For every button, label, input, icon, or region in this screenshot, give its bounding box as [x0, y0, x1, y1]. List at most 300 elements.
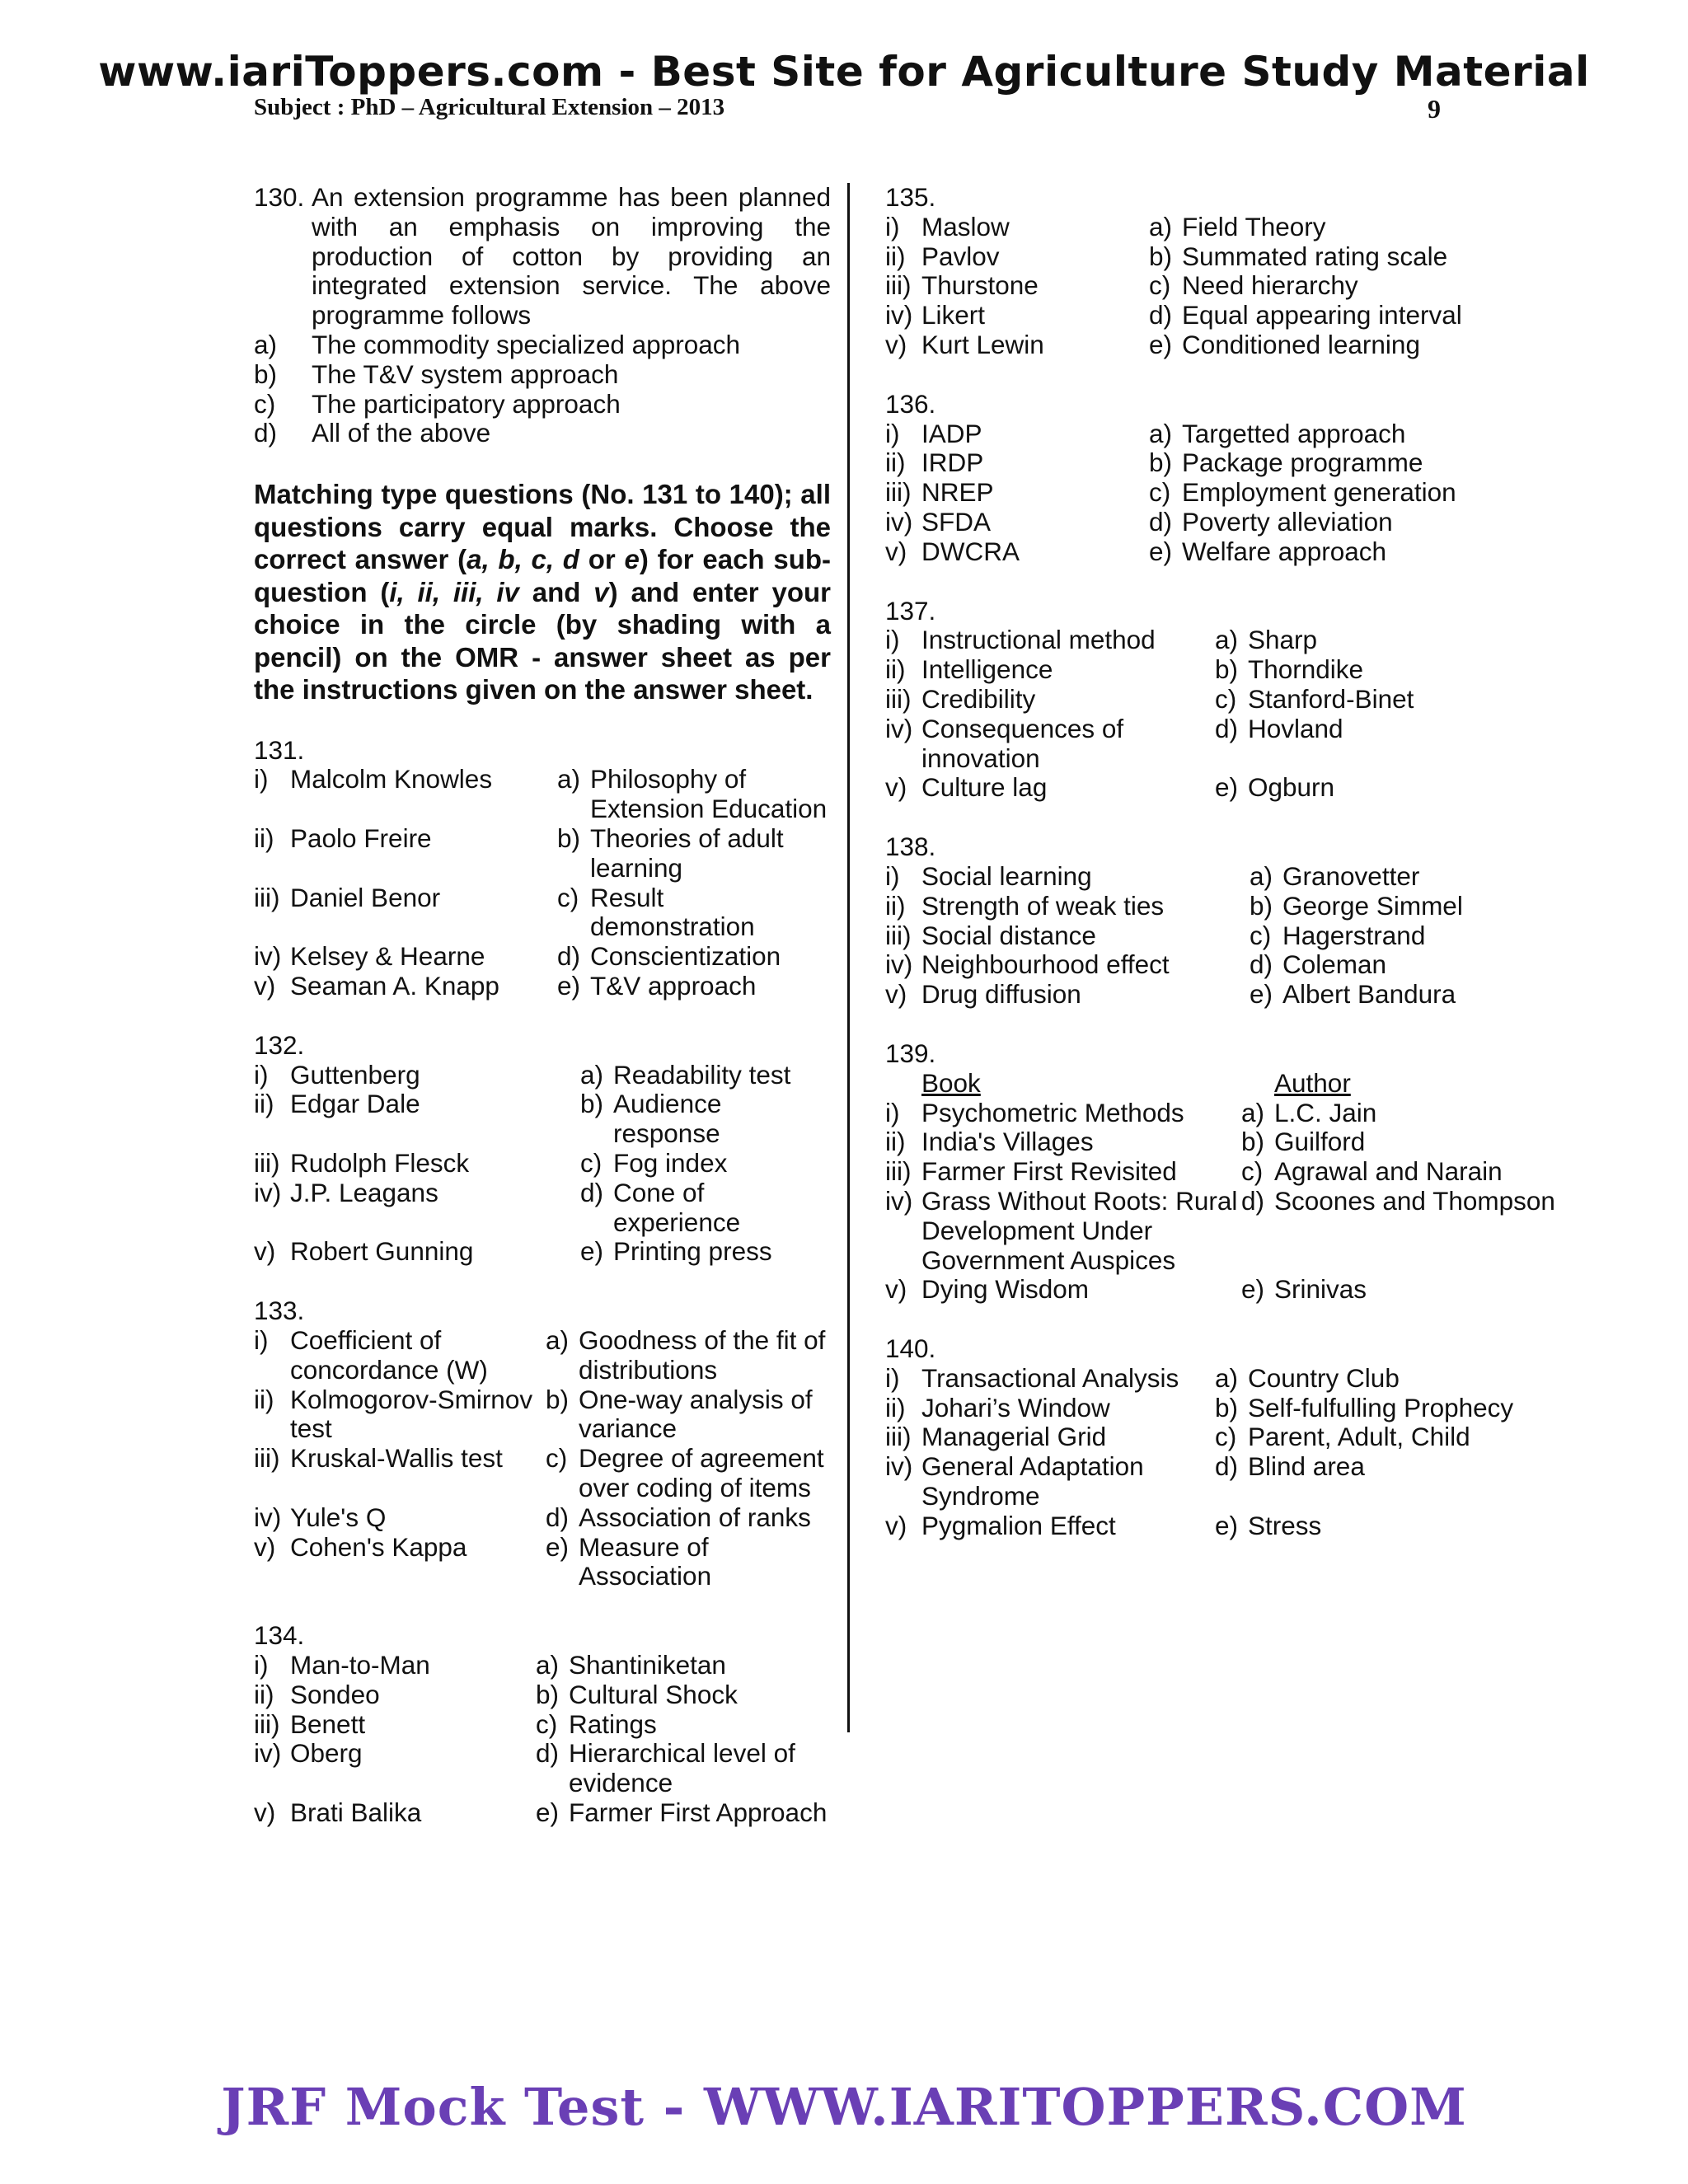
match-row	[885, 655, 1627, 685]
match-row	[885, 1127, 1627, 1157]
heading-author: Author	[1274, 1067, 1351, 1098]
right-label: c)	[580, 1148, 603, 1179]
match-row	[254, 1680, 831, 1710]
right-label: b)	[1149, 241, 1173, 271]
row-numeral: ii)	[885, 1392, 906, 1422]
matching-question	[254, 1296, 831, 1591]
option-label: b)	[254, 359, 278, 389]
instruction-numerals: i, ii, iii, iv	[389, 576, 519, 607]
right-label: a)	[1215, 1362, 1239, 1393]
match-row	[885, 537, 1627, 567]
question-stem: An extension programme has been planned with an emphasis on improving the production of cotton by providing an integrated extension service. The above programme follows	[312, 182, 831, 330]
question-number: 140.	[885, 1333, 936, 1364]
right-item: Farmer First Approach	[569, 1797, 828, 1827]
match-row	[254, 1090, 831, 1149]
right-label: e)	[557, 971, 581, 1001]
option-c	[254, 390, 831, 419]
right-item: Blind area	[1248, 1451, 1365, 1482]
right-item: L.C. Jain	[1274, 1097, 1377, 1127]
match-row	[885, 980, 1627, 1010]
match-row	[254, 1503, 831, 1533]
match-row	[254, 1444, 831, 1503]
subject-line: Subject : PhD – Agricultural Extension – 2013	[254, 94, 725, 120]
matching-question	[885, 1039, 1627, 1305]
left-matching-questions	[254, 736, 831, 1828]
left-item: Culture lag	[921, 772, 1048, 803]
question-number: 138.	[885, 832, 936, 862]
row-numeral: v)	[254, 1797, 276, 1827]
left-item: NREP	[921, 477, 994, 508]
right-label: b)	[1215, 654, 1239, 685]
right-item: Country Club	[1248, 1362, 1400, 1393]
row-numeral: i)	[885, 860, 900, 891]
row-numeral: iv)	[885, 949, 913, 980]
match-row	[885, 892, 1627, 921]
right-label: e)	[1215, 1510, 1239, 1540]
question-number: 139.	[885, 1038, 936, 1068]
right-label: e)	[536, 1797, 560, 1827]
question-number: 132.	[254, 1029, 305, 1060]
option-label: d)	[254, 418, 278, 448]
matching-question	[254, 736, 831, 1001]
right-label: d)	[536, 1738, 560, 1769]
right-item: Fog index	[613, 1148, 728, 1179]
question-number: 137.	[885, 595, 936, 626]
right-item: Shantiniketan	[569, 1649, 726, 1680]
match-row	[885, 419, 1627, 449]
match-row	[885, 1422, 1627, 1452]
right-label: d)	[1241, 1185, 1265, 1216]
right-item: Readability test	[613, 1059, 791, 1090]
row-numeral: v)	[254, 1531, 276, 1562]
option-label: a)	[254, 329, 278, 359]
right-label: c)	[546, 1443, 568, 1474]
left-item: DWCRA	[921, 536, 1020, 566]
right-item: One-way analysis of variance	[579, 1384, 813, 1444]
left-item: Managerial Grid	[921, 1422, 1107, 1452]
right-label: c)	[1149, 270, 1171, 301]
right-item: Agrawal and Narain	[1274, 1156, 1503, 1187]
row-numeral: iii)	[885, 920, 912, 950]
left-item: IADP	[921, 418, 982, 448]
right-item: Thorndike	[1248, 654, 1364, 685]
right-item: Result demonstration	[590, 882, 755, 942]
left-item: Oberg	[290, 1738, 363, 1769]
right-item: Need hierarchy	[1182, 270, 1358, 301]
right-item: Degree of agreement over coding of items	[579, 1443, 824, 1502]
left-item: Farmer First Revisited	[921, 1156, 1177, 1187]
right-item: Stanford-Binet	[1248, 683, 1414, 714]
match-row	[885, 1187, 1627, 1275]
right-item: Ogburn	[1248, 772, 1335, 803]
left-item: Johari’s Window	[921, 1392, 1110, 1422]
match-row	[254, 1061, 831, 1090]
right-label: a)	[536, 1649, 560, 1680]
left-item: Sondeo	[290, 1679, 380, 1709]
right-label: c)	[1250, 920, 1272, 950]
match-row	[254, 1533, 831, 1592]
right-label: a)	[1149, 211, 1173, 241]
instruction-text: or	[579, 544, 625, 575]
match-row	[885, 330, 1627, 360]
row-numeral: iv)	[254, 1738, 282, 1769]
right-item: Philosophy of Extension Education	[590, 764, 828, 824]
match-row	[885, 271, 1627, 301]
matching-question	[254, 1621, 831, 1828]
match-row	[254, 765, 831, 824]
match-row	[885, 626, 1627, 655]
match-row	[254, 1149, 831, 1179]
matching-question	[885, 597, 1627, 804]
right-item: Albert Bandura	[1282, 979, 1456, 1010]
right-label: e)	[1149, 536, 1173, 566]
right-label: d)	[1215, 713, 1239, 743]
right-item: Cone of experience	[613, 1177, 741, 1237]
right-item: Package programme	[1182, 448, 1423, 478]
right-item: George Simmel	[1282, 890, 1463, 921]
right-label: a)	[1250, 860, 1273, 891]
left-item: Transactional Analysis	[921, 1362, 1179, 1393]
left-item: Pygmalion Effect	[921, 1510, 1116, 1540]
right-item: Guilford	[1274, 1127, 1366, 1157]
right-item: Goodness of the fit of distributions	[579, 1325, 826, 1385]
right-item: Measure of Association	[579, 1531, 712, 1591]
instruction-letter-e: e	[624, 544, 640, 575]
match-row	[885, 508, 1627, 537]
instruction-text: ) for each sub-question (	[254, 544, 831, 607]
row-numeral: v)	[885, 979, 907, 1010]
right-item: Association of ranks	[579, 1502, 811, 1532]
row-numeral: ii)	[885, 1127, 906, 1157]
right-label: e)	[1149, 329, 1173, 359]
option-text: The participatory approach	[312, 388, 621, 419]
question-130	[254, 183, 831, 330]
left-item: Credibility	[921, 683, 1036, 714]
site-banner: www.iariToppers.com - Best Site for Agriculture Study Material	[98, 48, 1590, 96]
matching-question	[885, 832, 1627, 1010]
row-numeral: v)	[885, 536, 907, 566]
right-item: Conscientization	[590, 941, 781, 972]
match-row	[885, 1364, 1627, 1394]
row-numeral: iv)	[254, 1502, 282, 1532]
right-label: c)	[1149, 477, 1171, 508]
match-row	[254, 1739, 831, 1798]
right-label: b)	[1241, 1127, 1265, 1157]
row-numeral: i)	[254, 1059, 269, 1090]
left-item: Neighbourhood effect	[921, 949, 1170, 980]
heading-spacer	[1241, 1069, 1274, 1099]
left-item: IRDP	[921, 448, 984, 478]
right-item: Hierarchical level of evidence	[569, 1738, 795, 1798]
option-label: c)	[254, 388, 276, 419]
row-numeral: iii)	[885, 477, 912, 508]
option-a	[254, 330, 831, 360]
match-row	[254, 1179, 831, 1238]
match-row	[254, 972, 831, 1001]
row-numeral: iii)	[254, 1708, 280, 1739]
match-row	[885, 1099, 1627, 1128]
row-numeral: ii)	[254, 1384, 274, 1414]
instruction-letters: a, b, c, d	[467, 544, 579, 575]
right-label: d)	[557, 941, 581, 972]
right-label: b)	[580, 1089, 604, 1119]
right-item: Conditioned learning	[1182, 329, 1420, 359]
match-row	[885, 1452, 1627, 1511]
match-row	[254, 1237, 831, 1267]
match-row	[254, 1710, 831, 1740]
left-item: Instructional method	[921, 625, 1156, 655]
right-label: c)	[536, 1708, 558, 1739]
option-d	[254, 419, 831, 448]
match-row	[885, 448, 1627, 478]
right-item: Ratings	[569, 1708, 657, 1739]
right-item: Coleman	[1282, 949, 1387, 980]
right-label: d)	[546, 1502, 570, 1532]
match-row	[254, 1798, 831, 1828]
right-item: Hagerstrand	[1282, 920, 1426, 950]
row-numeral: iv)	[885, 1185, 913, 1216]
row-numeral: ii)	[885, 890, 906, 921]
left-item: Man-to-Man	[290, 1649, 430, 1680]
right-item: Employment generation	[1182, 477, 1456, 508]
left-item: Coefficient of concordance (W)	[290, 1325, 488, 1385]
right-item: Sharp	[1248, 625, 1318, 655]
right-label: a)	[546, 1325, 570, 1356]
right-item: Stress	[1248, 1510, 1322, 1540]
match-row	[885, 1157, 1627, 1187]
right-item: T&V approach	[590, 971, 757, 1001]
right-column	[885, 183, 1627, 1541]
row-numeral: ii)	[885, 654, 906, 685]
right-item: Audience response	[613, 1089, 722, 1149]
row-numeral: iii)	[885, 683, 912, 714]
row-numeral: i)	[254, 1649, 269, 1680]
matching-question	[885, 390, 1627, 567]
match-row	[254, 883, 831, 943]
row-numeral: iii)	[885, 1422, 912, 1452]
right-item: Hovland	[1248, 713, 1343, 743]
row-numeral: iv)	[885, 713, 913, 743]
row-numeral: iii)	[885, 1156, 912, 1187]
left-item: Maslow	[921, 211, 1010, 241]
instruction-text: ) and enter your choice in the circle (by shading with a pencil) on the OMR - answer sheet as per the instructions given on the answer sheet.	[254, 576, 831, 705]
right-item: Summated rating scale	[1182, 241, 1448, 271]
left-item: Benett	[290, 1708, 366, 1739]
question-number: 134.	[254, 1620, 305, 1651]
left-item: Edgar Dale	[290, 1089, 420, 1119]
option-b	[254, 360, 831, 390]
left-column	[254, 183, 831, 1828]
match-row	[885, 1511, 1627, 1541]
row-numeral: ii)	[885, 448, 906, 478]
right-item: Printing press	[613, 1236, 772, 1267]
left-item: Kruskal-Wallis test	[290, 1443, 503, 1474]
right-label: c)	[557, 882, 579, 912]
left-item: Dying Wisdom	[921, 1274, 1090, 1305]
left-item: Drug diffusion	[921, 979, 1081, 1010]
left-item: Grass Without Roots: Rural Development Under Government Auspices	[921, 1185, 1238, 1275]
match-row	[885, 213, 1627, 242]
right-label: b)	[1250, 890, 1273, 921]
option-text: All of the above	[312, 418, 491, 448]
right-label: d)	[1250, 949, 1273, 980]
right-label: c)	[1241, 1156, 1264, 1187]
right-item: Field Theory	[1182, 211, 1326, 241]
option-text: The commodity specialized approach	[312, 329, 741, 359]
left-item: Likert	[921, 300, 986, 330]
row-numeral: v)	[254, 971, 276, 1001]
match-row	[885, 685, 1627, 715]
left-item: Kolmogorov-Smirnov test	[290, 1384, 533, 1444]
page-number: 9	[1428, 94, 1441, 124]
row-numeral: i)	[254, 764, 269, 794]
right-label: d)	[580, 1177, 604, 1207]
match-row	[885, 773, 1627, 803]
right-label: e)	[546, 1531, 570, 1562]
row-numeral: iii)	[254, 882, 280, 912]
match-row	[885, 242, 1627, 272]
row-numeral: iv)	[254, 1177, 282, 1207]
row-numeral: iii)	[885, 270, 912, 301]
left-item: Pavlov	[921, 241, 1000, 271]
footer-banner: JRF Mock Test - WWW.IARITOPPERS.COM	[221, 2077, 1467, 2137]
left-item: Rudolph Flesck	[290, 1148, 470, 1179]
column-headings	[885, 1069, 1627, 1099]
row-numeral: v)	[254, 1236, 276, 1267]
right-item: Parent, Adult, Child	[1248, 1422, 1470, 1452]
row-numeral: v)	[885, 1510, 907, 1540]
left-item: Kelsey & Hearne	[290, 941, 485, 972]
left-item: J.P. Leagans	[290, 1177, 438, 1207]
left-item: General Adaptation Syndrome	[921, 1451, 1144, 1511]
right-label: e)	[1241, 1274, 1265, 1305]
right-label: a)	[1149, 418, 1173, 448]
row-numeral: iii)	[254, 1148, 280, 1179]
right-item: Self-fulfulling Prophecy	[1248, 1392, 1514, 1422]
matching-instructions	[254, 478, 831, 706]
row-numeral: i)	[885, 211, 900, 241]
row-numeral: iv)	[254, 941, 282, 972]
right-item: Poverty alleviation	[1182, 506, 1393, 537]
match-row	[254, 1651, 831, 1680]
left-item: Seaman A. Knapp	[290, 971, 499, 1001]
row-numeral: iii)	[254, 1443, 280, 1474]
right-label: e)	[1215, 772, 1239, 803]
instruction-text: and	[518, 576, 594, 607]
right-item: Equal appearing interval	[1182, 300, 1462, 330]
matching-question	[885, 183, 1627, 360]
row-numeral: ii)	[254, 1679, 274, 1709]
match-row	[885, 715, 1627, 774]
left-item: Daniel Benor	[290, 882, 441, 912]
right-label: e)	[580, 1236, 604, 1267]
left-item: Malcolm Knowles	[290, 764, 493, 794]
right-item: Granovetter	[1282, 860, 1420, 891]
heading-book: Book	[921, 1067, 981, 1098]
right-item: Cultural Shock	[569, 1679, 738, 1709]
question-number: 131.	[254, 734, 305, 765]
left-item: Social distance	[921, 920, 1096, 950]
match-row	[254, 824, 831, 883]
right-label: d)	[1215, 1451, 1239, 1482]
match-row	[885, 862, 1627, 892]
left-item: Consequences of innovation	[921, 713, 1124, 773]
row-numeral: ii)	[254, 1089, 274, 1119]
right-label: d)	[1149, 300, 1173, 330]
left-item: SFDA	[921, 506, 992, 537]
left-item: Social learning	[921, 860, 1092, 891]
right-item: Targetted approach	[1182, 418, 1406, 448]
right-label: a)	[580, 1059, 604, 1090]
left-item: Robert Gunning	[290, 1236, 474, 1267]
match-row	[885, 921, 1627, 951]
left-item: India's Villages	[921, 1127, 1094, 1157]
match-row	[254, 942, 831, 972]
left-item: Thurstone	[921, 270, 1039, 301]
right-label: b)	[1215, 1392, 1239, 1422]
question-number: 130.	[254, 182, 305, 212]
right-label: b)	[557, 823, 581, 854]
row-numeral: iv)	[885, 1451, 913, 1482]
question-number: 135.	[885, 182, 936, 212]
right-item: Theories of adult learning	[590, 823, 784, 883]
match-row	[254, 1385, 831, 1445]
left-item: Cohen's Kappa	[290, 1531, 467, 1562]
right-label: b)	[1149, 448, 1173, 478]
row-numeral: v)	[885, 772, 907, 803]
right-label: c)	[1215, 1422, 1237, 1452]
right-label: e)	[1250, 979, 1273, 1010]
match-row	[885, 1275, 1627, 1305]
match-row	[885, 301, 1627, 330]
question-number: 136.	[885, 388, 936, 419]
column-divider	[847, 183, 850, 1732]
left-item: Psychometric Methods	[921, 1097, 1184, 1127]
left-item: Strength of weak ties	[921, 890, 1165, 921]
right-matching-questions	[885, 183, 1627, 1541]
match-row	[254, 1326, 831, 1385]
row-numeral: i)	[254, 1325, 269, 1356]
option-text: The T&V system approach	[312, 359, 619, 389]
right-label: b)	[546, 1384, 570, 1414]
left-item: Paolo Freire	[290, 823, 432, 854]
left-item: Kurt Lewin	[921, 329, 1044, 359]
right-item: Welfare approach	[1182, 536, 1387, 566]
instruction-numeral-v: v	[593, 576, 609, 607]
right-item: Scoones and Thompson	[1274, 1185, 1555, 1216]
row-numeral: ii)	[254, 823, 274, 854]
row-numeral: v)	[885, 329, 907, 359]
matching-question	[885, 1334, 1627, 1541]
right-label: d)	[1149, 506, 1173, 537]
heading-spacer	[885, 1069, 921, 1099]
row-numeral: iv)	[885, 506, 913, 537]
row-numeral: i)	[885, 625, 900, 655]
matching-question	[254, 1031, 831, 1267]
row-numeral: ii)	[885, 241, 906, 271]
row-numeral: i)	[885, 1362, 900, 1393]
right-label: c)	[1215, 683, 1237, 714]
row-numeral: v)	[885, 1274, 907, 1305]
match-row	[885, 1394, 1627, 1423]
left-item: Guttenberg	[290, 1059, 420, 1090]
left-item: Yule's Q	[290, 1502, 387, 1532]
row-numeral: iv)	[885, 300, 913, 330]
right-label: a)	[557, 764, 581, 794]
row-numeral: i)	[885, 418, 900, 448]
right-label: a)	[1241, 1097, 1265, 1127]
left-item: Intelligence	[921, 654, 1053, 685]
